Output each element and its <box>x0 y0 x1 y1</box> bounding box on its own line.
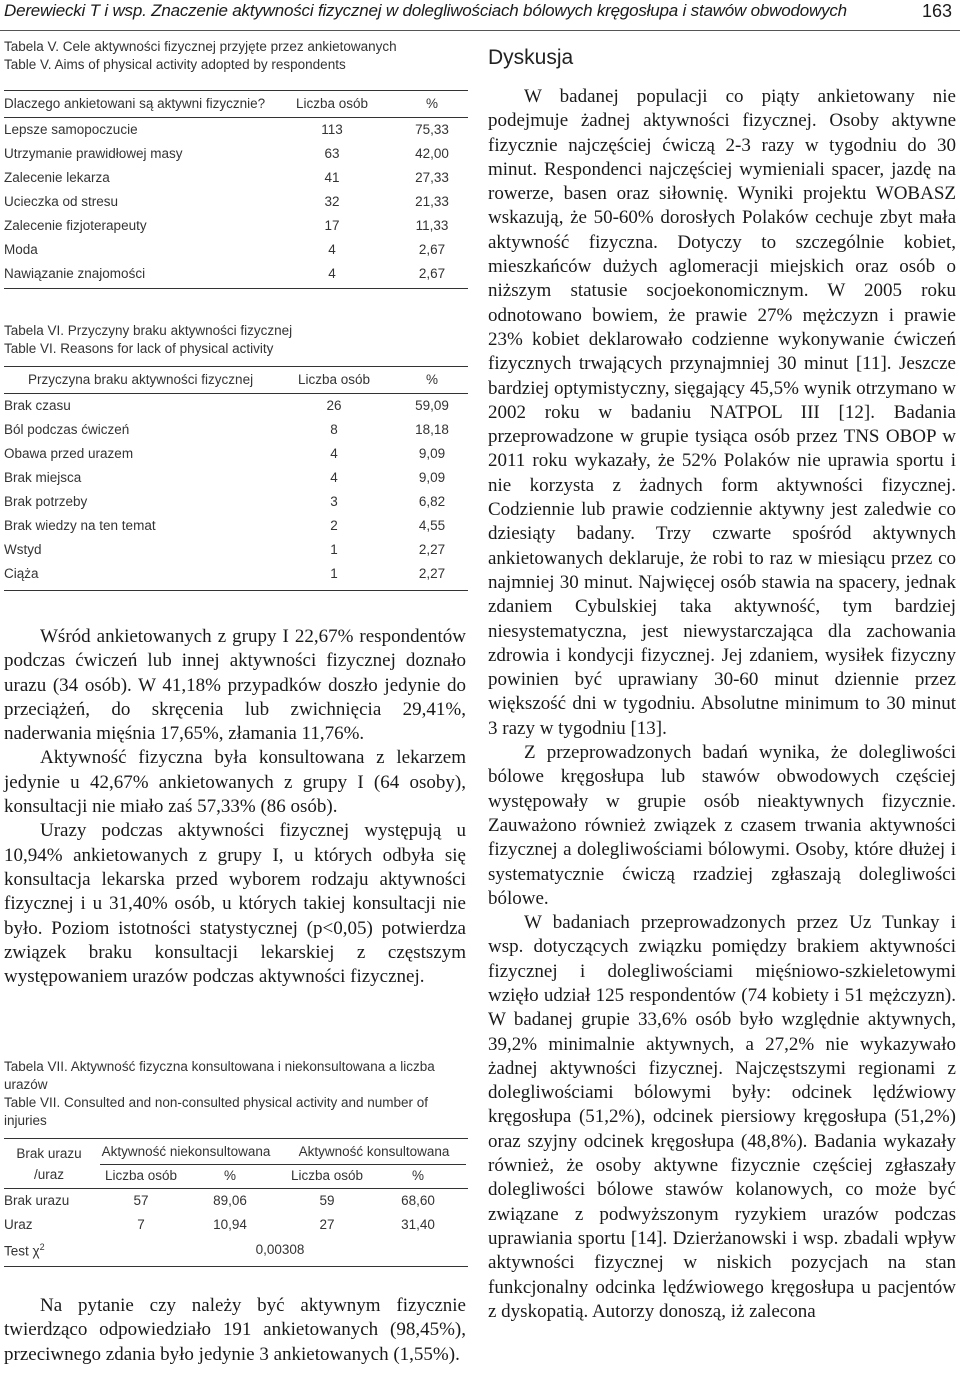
table7-group-rule <box>100 1164 466 1165</box>
discussion-body-text <box>488 85 956 1324</box>
table5-caption <box>4 38 464 74</box>
paragraph: W badanej populacji co piąty ankietowany nie podejmuje żadnej aktywności fizycznej. Osoby aktywne fizycznie najczęściej ćwiczą 2-3 razy w tygodniu do 30 minut. Respondenci najczęściej wymieniali spacer, jazdę na rowerze, basen oraz siłownię. Wyniki projektu WOBASZ wskazują, że 50-60% dorosłych Polaków cechuje zbyt mała aktywność fizyczna. Dotyczy to szczególnie kobiet, mieszkańców dużych aglomeracji miejskich oraz osób o niższym statusie socjoekonomicznym. W 2005 roku odnotowano bowiem, że prawie 27% mężczyzn i prawie 23% kobiet deklarowało codzienne wykonywanie ćwiczeń fizycznych trwających przynajmniej 30 minut [11]. Jeszcze bardziej optymistyczny, sięgający 45,5% wynik otrzymano w 2002 roku w badaniu NATPOL III [12]. Badania przeprowadzone w grupie tysiąca osób przez TNS OBOP w 2011 roku wykazały, że 52% Polaków nie uprawia sportu i nie korzysta z żadnych form aktywności fizycznej. Codziennie lub prawie codziennie aktywny jest zaledwie co dziesiąty badany. Trzy czwarte spośród aktywnych ankietowanych deklaruje, że robi to raz w miesiącu przez co najmniej 30 minut. Najwięcej osób stawia na spacery, jednak zdaniem Cybulskiej taka aktywność, tym bardziej niesystematyczna, jest niewystarczająca dla zachowania zdrowia i kondycji fizycznej. Jej zdaniem, wysiłek fizyczny powinien być uprawiany 30-60 minut dziennie przez większość dni w tygodniu. Absolutne minimum to 30 minut 3 razy w tygodniu [13]. <box>488 86 956 739</box>
table7 <box>4 1136 468 1270</box>
table7-corner-label-2: /uraz <box>33 1167 64 1182</box>
table5-row-label: Moda <box>4 242 38 257</box>
table7-sub-count-a: Liczba osób <box>104 1168 178 1183</box>
table7-test-sup: 2 <box>39 1242 45 1252</box>
table5 <box>4 88 468 293</box>
table6-row-label: Ciąża <box>4 566 39 581</box>
table7-top-rule <box>4 1138 468 1139</box>
table7-row-pct-a: 10,94 <box>213 1217 247 1232</box>
table5-row-label: Lepsze samopoczucie <box>4 122 138 137</box>
page-number: 163 <box>921 1 952 21</box>
table5-row-pct: 11,33 <box>415 218 449 233</box>
table7-row-count-a: 7 <box>137 1217 145 1232</box>
table5-header-reason: Dlaczego ankietowani są aktywni fizycznie? <box>4 96 266 111</box>
table6-row-pct: 6,82 <box>418 494 446 509</box>
table7-row-count-a: 57 <box>133 1193 149 1208</box>
table7-caption-pl: Tabela VII. Aktywność fizyczna konsultowana i niekonsultowana a liczba urazów <box>4 1059 435 1092</box>
table5-top-rule <box>4 90 468 91</box>
table5-row-count: 4 <box>328 242 336 257</box>
table7-sub-pct-b: % <box>411 1168 424 1183</box>
paragraph: Aktywność fizyczna była konsultowana z lekarzem jedynie u 42,67% ankietowanych z grupy I (64 osoby), konsultacji nie miało zaś 57,33% (86 osób). <box>4 747 466 818</box>
table6-header-rule <box>4 393 468 394</box>
table6-bottom-rule <box>4 590 468 591</box>
table6-top-rule <box>4 366 468 367</box>
table6-row-pct: 9,09 <box>418 446 446 461</box>
table5-row-label: Zalecenie fizjoterapeuty <box>4 218 147 233</box>
table7-row-label: Uraz <box>4 1217 33 1232</box>
table7-row-pct-a: 89,06 <box>213 1193 247 1208</box>
table5-row-count: 17 <box>324 218 340 233</box>
paragraph: Na pytanie czy należy być aktywnym fizycznie twierdząco odpowiedziało 191 ankietowanych (98,45%), przeciwnego zdania było jedynie 3 ankietowanych (1,55%). <box>4 1295 466 1365</box>
table5-row-pct: 75,33 <box>415 122 449 137</box>
table6-row-label: Brak potrzeby <box>4 494 88 509</box>
table5-row-count: 63 <box>324 146 340 161</box>
table6-row-count: 26 <box>326 398 342 413</box>
table6-row-pct: 2,27 <box>418 542 446 557</box>
table5-row-pct: 42,00 <box>415 146 449 161</box>
table7-group-unconsulted: Aktywność niekonsultowana <box>101 1144 271 1159</box>
table5-bottom-rule <box>4 288 468 289</box>
table7-header-rule <box>4 1188 468 1189</box>
table6-row-pct: 59,09 <box>415 398 449 413</box>
table7-test-value: 0,00308 <box>255 1242 305 1257</box>
table5-row-count: 32 <box>324 194 340 209</box>
table7-row-count-b: 59 <box>319 1193 335 1208</box>
table5-row-pct: 2,67 <box>418 266 446 281</box>
table6-caption-en: Table VI. Reasons for lack of physical activity <box>4 341 274 356</box>
table7-group-consulted: Aktywność konsultowana <box>298 1144 450 1159</box>
table6-row-label: Obawa przed urazem <box>4 446 134 461</box>
table6-row-pct: 18,18 <box>415 422 449 437</box>
table5-header-pct: % <box>425 96 438 111</box>
table6-row-count: 3 <box>330 494 338 509</box>
paragraph: Wśród ankietowanych z grupy I 22,67% respondentów podczas ćwiczeń lub innej aktywności fizycznej doznało urazu (34 osób). W 41,18% przypadków doszło jedynie do przeciążeń, do skręcenia lub zwichnięcia 29,41%, naderwania mięśnia 17,65%, złamania 11,76%. <box>4 626 466 745</box>
table7-test-label <box>4 1242 45 1259</box>
table6-row-label: Ból podczas ćwiczeń <box>4 422 130 437</box>
section-heading-discussion: Dyskusja <box>488 46 574 69</box>
table5-row-label: Zalecenie lekarza <box>4 170 110 185</box>
table6-row-label: Wstyd <box>4 542 42 557</box>
table6-row-count: 4 <box>330 470 338 485</box>
paragraph: Urazy podczas aktywności fizycznej występują u 10,94% ankietowanych z grupy I, u których odbyła się konsultacja lekarska przed wyborem rodzaju aktywności fizycznej i u 31,40% osób, u których takiej konsultacji nie było. Poziom istotności statystycznej (p<0,05) potwierdza związek braku konsultacji lekarskiej z częstszym występowaniem urazów podczas aktywności fizycznej. <box>4 820 466 988</box>
table7-row-count-b: 27 <box>319 1217 335 1232</box>
table5-caption-en: Table V. Aims of physical activity adopted by respondents <box>4 57 346 72</box>
table5-row-pct: 27,33 <box>415 170 449 185</box>
table7-row-label: Brak urazu <box>4 1193 70 1208</box>
table5-row-pct: 21,33 <box>415 194 449 209</box>
table7-caption-en: Table VII. Consulted and non-consulted physical activity and number of injuries <box>4 1095 428 1128</box>
table6-row-count: 2 <box>330 518 338 533</box>
table5-row-label: Utrzymanie prawidłowej masy <box>4 146 183 161</box>
paragraph: Z przeprowadzonych badań wynika, że dolegliwości bólowe kręgosłupa lub stawów obwodowych częściej występowały w grupie osób nieaktywnych fizycznie. Zauważono również związek z czasem trwania aktywności fizycznej a dolegliwościami bólowymi. Osoby, które dłużej i systematycznie ćwiczą rzadziej zgłaszają dolegliwości bólowe. <box>488 742 956 909</box>
table5-row-label: Ucieczka od stresu <box>4 194 119 209</box>
table7-sub-count-b: Liczba osób <box>290 1168 364 1183</box>
table7-row-pct-b: 68,60 <box>401 1193 435 1208</box>
table6-row-count: 8 <box>330 422 338 437</box>
table6-row-pct: 4,55 <box>418 518 446 533</box>
table5-row-count: 113 <box>321 122 343 137</box>
table5-row-count: 41 <box>324 170 340 185</box>
table7-bottom-rule <box>4 1266 468 1267</box>
table6-row-pct: 2,27 <box>418 566 446 581</box>
running-title: Derewiecki T i wsp. Znaczenie aktywności fizycznej w dolegliwościach bólowych kręgosłupa i stawów obwodowych <box>4 1 847 20</box>
table6-row-count: 4 <box>330 446 338 461</box>
table6-header-count: Liczba osób <box>297 372 371 387</box>
table6-row-label: Brak wiedzy na ten temat <box>4 518 156 533</box>
table6-row-count: 1 <box>330 542 338 557</box>
table6-header-reason: Przyczyna braku aktywności fizycznej <box>28 372 254 387</box>
table6 <box>4 364 468 592</box>
paragraph: W badaniach przeprowadzonych przez Uz Tunkay i wsp. dotyczących związku pomiędzy brakiem aktywności fizycznej i dolegliwościami mięśniowo-szkieletowymi wzięło udział 125 respondentów (74 kobiety i 51 mężczyzn). W badanej grupie 33,6% osób było względnie aktywnych, 39,2% minimalnie aktywnych, a 27,2% nie wykazywało żadnej aktywności fizycznej. Najczęstszymi regionami z dolegliwościami bólowymi były: odcinek lędźwiowy kręgosłupa (51,2%), odcinek piersiowy kręgosłupa (51,2%) oraz szyjny odcinek kręgosłupa (48,8%). Badania wykazały również, że osoby aktywne fizycznie częściej zgłaszały dolegliwości bólowe stawów kolanowych, co może być związane z podwyższonym ryzykiem urazów podczas uprawiania sportu [14]. Dzierżanowski i wsp. zbadali wpływ aktywności fizycznej w niskich pozycjach na stan funkcjonalny odcinka lędźwiowego kręgosłupa u pacjentów z dyskopatią. Autorzy donoszą, iż zalecona <box>488 912 956 1322</box>
left-body-text-2 <box>4 1294 466 1367</box>
table7-row-pct-b: 31,40 <box>401 1217 435 1232</box>
table6-row-pct: 9,09 <box>418 470 446 485</box>
running-header <box>0 0 960 31</box>
table5-row-pct: 2,67 <box>418 242 446 257</box>
table6-header-pct: % <box>425 372 438 387</box>
table5-header-rule <box>4 117 468 118</box>
table6-row-label: Brak czasu <box>4 398 71 413</box>
table6-row-count: 1 <box>330 566 338 581</box>
table7-caption <box>4 1058 466 1130</box>
table7-sub-pct-a: % <box>223 1168 236 1183</box>
table5-header-count: Liczba osób <box>295 96 369 111</box>
table5-row-label: Nawiązanie znajomości <box>4 266 146 281</box>
table5-caption-pl: Tabela V. Cele aktywności fizycznej przyjęte przez ankietowanych <box>4 39 397 54</box>
table7-test-label-text: Test χ <box>4 1243 40 1259</box>
table6-caption-pl: Tabela VI. Przyczyny braku aktywności fizycznej <box>4 323 293 338</box>
table7-corner-label-1: Brak urazu <box>16 1146 82 1161</box>
table6-caption <box>4 322 464 358</box>
left-body-text-1 <box>4 625 466 989</box>
table6-row-label: Brak miejsca <box>4 470 82 485</box>
table5-row-count: 4 <box>328 266 336 281</box>
